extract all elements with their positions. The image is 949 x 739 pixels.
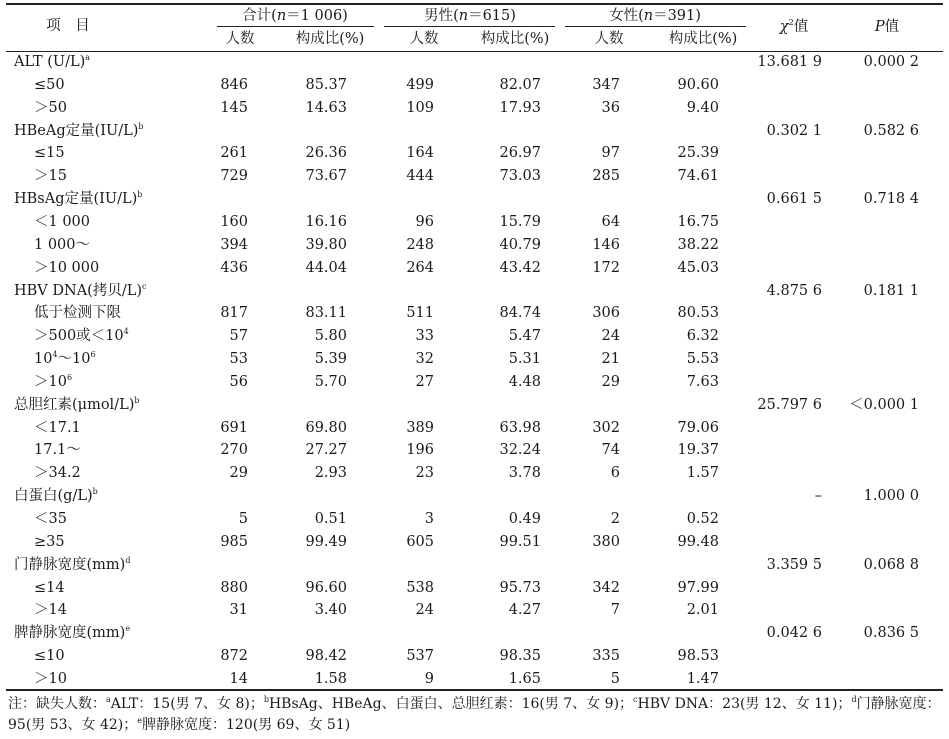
note-footnote-mark: c xyxy=(633,695,638,704)
group-rule-female xyxy=(565,26,746,27)
row-sub-label xyxy=(34,76,65,94)
row-sub-label xyxy=(34,99,67,117)
cell-count: 872 xyxy=(220,648,248,665)
cell-count: 335 xyxy=(592,648,620,665)
cell-ratio: 16.75 xyxy=(677,213,719,230)
cell-count: 880 xyxy=(220,579,248,596)
note-footnote-mark: a xyxy=(106,695,111,704)
cell-count: 511 xyxy=(406,305,434,322)
cell-ratio: 0.49 xyxy=(508,511,541,527)
row-label-text: 脾静脉宽度(mm) xyxy=(14,625,126,642)
row-sub-label xyxy=(34,167,67,185)
cell-ratio: 9.40 xyxy=(686,99,719,116)
row-label-text: ＞10 xyxy=(34,373,67,390)
cell-count: 146 xyxy=(592,236,620,253)
group-label-pre: 合计( xyxy=(242,8,277,24)
row-label-text: ALT (U/L) xyxy=(14,54,86,70)
cell-count: 5 xyxy=(610,670,620,687)
row-label-text: 10 xyxy=(34,351,53,368)
cell-ratio: 5.39 xyxy=(314,351,347,368)
row-sub-label xyxy=(34,350,96,368)
row-sub-label xyxy=(34,327,129,345)
row-chi-value: 0.661 5 xyxy=(766,191,822,208)
row-sub-label xyxy=(34,601,67,619)
row-label-text: ＜35 xyxy=(34,511,67,527)
cell-count: 7 xyxy=(610,602,620,619)
cell-ratio: 98.42 xyxy=(305,648,347,665)
cell-count: 36 xyxy=(601,99,620,116)
cell-ratio: 26.97 xyxy=(499,145,541,162)
cell-ratio: 98.53 xyxy=(677,648,719,665)
cell-ratio: 73.67 xyxy=(305,168,347,185)
table-note-line-1 xyxy=(8,694,941,714)
cell-ratio: 79.06 xyxy=(677,419,719,436)
cell-ratio: 84.74 xyxy=(499,305,541,322)
row-label-text: ＞34.2 xyxy=(34,465,81,482)
cell-ratio: 83.11 xyxy=(305,305,347,322)
cell-count: 27 xyxy=(415,373,434,390)
row-label-footnote: a xyxy=(85,53,91,62)
row-chi-value: 4.875 6 xyxy=(766,282,822,299)
cell-count: 53 xyxy=(229,351,248,368)
row-label-text: ＞10 xyxy=(34,670,67,687)
row-p-value: 0.000 2 xyxy=(863,54,919,70)
row-sub-label xyxy=(34,304,121,322)
chi-superscript: 2 xyxy=(788,18,794,27)
cell-ratio: 19.37 xyxy=(677,442,719,459)
cell-ratio: 5.53 xyxy=(686,351,719,368)
cell-count: 97 xyxy=(601,145,620,162)
cell-ratio: 5.47 xyxy=(508,328,541,345)
cell-ratio: 6.32 xyxy=(686,328,719,345)
row-p-value: ＜0.000 1 xyxy=(849,396,919,413)
row-label-text: 门静脉宽度(mm) xyxy=(14,556,126,573)
cell-ratio: 5.31 xyxy=(508,351,541,368)
cell-count: 24 xyxy=(601,328,620,345)
cell-count: 33 xyxy=(415,328,434,345)
header-ratio: 构成比(%) xyxy=(480,31,550,47)
group-label-post: ＝1 006) xyxy=(286,8,348,24)
cell-ratio: 74.61 xyxy=(677,168,719,185)
row-p-value: 0.582 6 xyxy=(863,122,919,139)
cell-count: 846 xyxy=(220,76,248,93)
group-label-n: n xyxy=(458,8,469,24)
row-sub-label xyxy=(34,464,81,482)
row-label-footnote: d xyxy=(125,555,131,565)
group-label-pre: 女性( xyxy=(609,8,644,24)
cell-ratio: 45.03 xyxy=(677,259,719,276)
cell-ratio: 32.24 xyxy=(499,442,541,459)
row-sub-label xyxy=(34,144,65,162)
cell-count: 985 xyxy=(220,533,248,550)
cell-ratio: 3.78 xyxy=(508,465,541,482)
cell-count: 5 xyxy=(238,511,248,527)
header-count: 人数 xyxy=(594,31,624,47)
note-text: HBsAg、HBeAg、白蛋白、总胆红素：16(男 7、女 9)； xyxy=(268,696,634,712)
row-sub-label xyxy=(34,670,67,688)
row-label-text: ≤10 xyxy=(34,648,65,665)
cell-count: 605 xyxy=(406,533,434,550)
cell-ratio: 0.52 xyxy=(686,511,719,527)
cell-count: 285 xyxy=(592,168,620,185)
cell-ratio: 95.73 xyxy=(499,579,541,596)
cell-count: 270 xyxy=(220,442,248,459)
cell-count: 248 xyxy=(406,236,434,253)
row-label-text: HBsAg定量(IU/L) xyxy=(14,191,138,208)
row-sub-label xyxy=(34,236,90,254)
cell-count: 56 xyxy=(229,373,248,390)
p-suffix: 值 xyxy=(884,19,900,35)
row-sub-label xyxy=(34,579,65,597)
cell-ratio: 0.51 xyxy=(314,511,347,527)
cell-ratio: 63.98 xyxy=(499,419,541,436)
row-label-text: 17.1～ xyxy=(34,442,81,459)
cell-ratio: 99.49 xyxy=(305,533,347,550)
row-label-text: ＜1 000 xyxy=(34,213,91,230)
row-chi-value: 3.359 5 xyxy=(766,556,822,573)
cell-ratio: 38.22 xyxy=(677,236,719,253)
row-label-text: ＜17.1 xyxy=(34,419,81,436)
row-p-value: 0.068 8 xyxy=(863,556,919,573)
cell-count: 23 xyxy=(415,465,434,482)
row-category-label xyxy=(14,282,146,300)
header-group-female xyxy=(609,7,701,25)
cell-ratio: 14.63 xyxy=(305,99,347,116)
p-symbol: P xyxy=(874,19,885,35)
row-category-label xyxy=(14,487,98,505)
cell-count: 538 xyxy=(406,579,434,596)
row-label-text: ≤50 xyxy=(34,76,65,93)
note-text: 门静脉宽度： xyxy=(856,696,941,712)
cell-count: 817 xyxy=(220,305,248,322)
cell-ratio: 1.58 xyxy=(314,670,347,687)
cell-ratio: 85.37 xyxy=(305,76,347,93)
row-sub-label xyxy=(34,441,81,459)
cell-count: 3 xyxy=(424,511,434,527)
group-label-post: ＝391) xyxy=(653,8,701,24)
row-category-label xyxy=(14,190,142,208)
cell-ratio: 2.93 xyxy=(314,465,347,482)
cell-count: 196 xyxy=(406,442,434,459)
cell-count: 436 xyxy=(220,259,248,276)
row-chi-value: 13.681 9 xyxy=(757,54,822,70)
row-category-label xyxy=(14,556,130,574)
row-sub-label xyxy=(34,510,67,528)
group-label-pre: 男性( xyxy=(424,8,459,24)
group-label-n: n xyxy=(643,8,654,24)
cell-count: 389 xyxy=(406,419,434,436)
cell-ratio: 16.16 xyxy=(305,213,347,230)
row-label-text: ＞15 xyxy=(34,168,67,185)
row-label-text: 1 000～ xyxy=(34,236,91,253)
header-p-value xyxy=(875,18,899,36)
row-label-exponent: 4 xyxy=(52,350,58,360)
row-sub-label xyxy=(34,213,90,231)
cell-count: 729 xyxy=(220,168,248,185)
cell-ratio: 69.80 xyxy=(305,419,347,436)
row-sub-label xyxy=(34,419,81,437)
cell-ratio: 82.07 xyxy=(499,76,541,93)
row-label-exponent-2: 6 xyxy=(90,350,96,360)
cell-count: 499 xyxy=(406,76,434,93)
cell-count: 21 xyxy=(601,351,620,368)
cell-count: 74 xyxy=(601,442,620,459)
header-ratio: 构成比(%) xyxy=(668,31,738,47)
cell-count: 261 xyxy=(220,145,248,162)
row-label-text-2: ～10 xyxy=(57,351,91,368)
cell-ratio: 99.51 xyxy=(499,533,541,550)
cell-ratio: 40.79 xyxy=(499,236,541,253)
row-label-text: ＞10 000 xyxy=(34,259,100,276)
header-count: 人数 xyxy=(225,31,255,47)
row-label-text: ≤15 xyxy=(34,145,65,162)
row-category-label xyxy=(14,53,90,71)
chi-suffix: 值 xyxy=(793,19,809,35)
cell-ratio: 15.79 xyxy=(499,213,541,230)
cell-ratio: 26.36 xyxy=(305,145,347,162)
cell-count: 6 xyxy=(610,465,620,482)
row-label-text: ＞50 xyxy=(34,99,67,116)
row-label-text: 白蛋白(g/L) xyxy=(14,488,93,505)
chi-symbol: χ xyxy=(779,19,789,35)
cell-count: 380 xyxy=(592,533,620,550)
row-label-footnote: b xyxy=(134,395,140,405)
row-label-text: 总胆红素(μmol/L) xyxy=(14,396,135,413)
row-p-value: 0.836 5 xyxy=(863,625,919,642)
note-footnote-mark: e xyxy=(137,716,143,725)
cell-count: 164 xyxy=(406,145,434,162)
row-label-text: ＞500或＜10 xyxy=(34,328,124,345)
row-label-exponent: 4 xyxy=(123,327,129,337)
cell-count: 160 xyxy=(220,213,248,230)
row-sub-label xyxy=(34,373,72,391)
cell-ratio: 25.39 xyxy=(677,145,719,162)
cell-count: 537 xyxy=(406,648,434,665)
cell-count: 64 xyxy=(601,213,620,230)
row-label-footnote: b xyxy=(137,190,143,200)
cell-count: 347 xyxy=(592,76,620,93)
header-chi-square xyxy=(780,18,808,36)
row-label-text: HBV DNA(拷贝/L) xyxy=(14,282,142,299)
cell-ratio: 17.93 xyxy=(499,99,541,116)
row-label-footnote: c xyxy=(142,281,147,291)
row-label-exponent: 6 xyxy=(66,372,73,382)
row-p-value: 0.718 4 xyxy=(863,191,919,208)
header-ratio: 构成比(%) xyxy=(295,31,365,47)
cell-ratio: 44.04 xyxy=(305,259,347,276)
cell-ratio: 80.53 xyxy=(677,305,719,322)
header-count: 人数 xyxy=(409,31,439,47)
table-top-rule xyxy=(6,3,943,5)
note-text: ALT：15(男 7、女 8)； xyxy=(110,696,264,712)
row-label-text: ＞14 xyxy=(34,602,67,619)
cell-count: 691 xyxy=(220,419,248,436)
cell-count: 145 xyxy=(220,99,248,116)
row-category-label xyxy=(14,624,130,642)
cell-count: 29 xyxy=(601,373,620,390)
cell-ratio: 90.60 xyxy=(677,76,719,93)
row-chi-value: 25.797 6 xyxy=(757,396,822,413)
cell-count: 306 xyxy=(592,305,620,322)
row-category-label xyxy=(14,122,144,140)
note-text: 注：缺失人数： xyxy=(8,696,106,712)
cell-ratio: 43.42 xyxy=(499,259,541,276)
row-chi-value: – xyxy=(814,488,822,505)
row-chi-value: 0.042 6 xyxy=(766,625,822,642)
note-footnote-mark: b xyxy=(263,695,269,704)
row-sub-label xyxy=(34,647,65,665)
note-footnote-mark: d xyxy=(851,695,857,704)
row-label-text: 低于检测下限 xyxy=(34,305,121,322)
header-bottom-rule xyxy=(6,51,943,52)
cell-count: 2 xyxy=(610,511,620,527)
group-rule-male xyxy=(384,26,555,27)
row-label-footnote: b xyxy=(92,487,98,497)
cell-ratio: 3.40 xyxy=(314,602,347,619)
cell-count: 14 xyxy=(229,670,248,687)
cell-count: 57 xyxy=(229,328,248,345)
note-text: HBV DNA：23(男 12、女 11)； xyxy=(637,696,852,712)
table-note-line-2 xyxy=(8,715,350,735)
cell-count: 172 xyxy=(592,259,620,276)
row-label-text: ≤14 xyxy=(34,579,65,596)
group-label-n: n xyxy=(276,8,287,24)
cell-count: 264 xyxy=(406,259,434,276)
row-label-text: ≥35 xyxy=(34,533,65,550)
cell-ratio: 4.48 xyxy=(508,373,541,390)
cell-count: 302 xyxy=(592,419,620,436)
header-item-label: 项 目 xyxy=(46,18,90,34)
cell-ratio: 1.57 xyxy=(686,465,719,482)
cell-count: 444 xyxy=(406,168,434,185)
row-category-label xyxy=(14,396,140,414)
cell-count: 24 xyxy=(415,602,434,619)
row-label-footnote: e xyxy=(125,624,131,634)
cell-count: 9 xyxy=(424,670,434,687)
cell-count: 32 xyxy=(415,351,434,368)
cell-ratio: 96.60 xyxy=(305,579,347,596)
cell-ratio: 2.01 xyxy=(686,602,719,619)
cell-ratio: 97.99 xyxy=(677,579,719,596)
cell-ratio: 5.70 xyxy=(314,373,347,390)
cell-ratio: 1.47 xyxy=(686,670,719,687)
cell-ratio: 7.63 xyxy=(686,373,719,390)
cell-ratio: 27.27 xyxy=(305,442,347,459)
row-label-text: HBeAg定量(IU/L) xyxy=(14,122,139,139)
row-p-value: 1.000 0 xyxy=(863,488,919,505)
table-bottom-rule xyxy=(6,689,943,691)
cell-count: 394 xyxy=(220,236,248,253)
cell-ratio: 39.80 xyxy=(305,236,347,253)
row-chi-value: 0.302 1 xyxy=(766,122,822,139)
row-sub-label xyxy=(34,533,65,551)
group-rule-total xyxy=(217,26,374,27)
header-group-total xyxy=(242,7,348,25)
cell-count: 342 xyxy=(592,579,620,596)
cell-ratio: 1.65 xyxy=(508,670,541,687)
note-text: 脾静脉宽度：120(男 69、女 51) xyxy=(142,717,351,733)
row-sub-label xyxy=(34,259,99,277)
row-label-footnote: b xyxy=(138,121,144,131)
header-group-male xyxy=(424,7,516,25)
cell-ratio: 99.48 xyxy=(677,533,719,550)
cell-count: 29 xyxy=(229,465,248,482)
cell-ratio: 98.35 xyxy=(499,648,541,665)
row-p-value: 0.181 1 xyxy=(863,282,919,299)
note-text: 95(男 53、女 42)； xyxy=(8,717,138,733)
cell-ratio: 5.80 xyxy=(314,328,347,345)
group-label-post: ＝615) xyxy=(468,8,516,24)
cell-count: 109 xyxy=(406,99,434,116)
cell-ratio: 4.27 xyxy=(508,602,541,619)
cell-ratio: 73.03 xyxy=(499,168,541,185)
cell-count: 96 xyxy=(415,213,434,230)
cell-count: 31 xyxy=(229,602,248,619)
